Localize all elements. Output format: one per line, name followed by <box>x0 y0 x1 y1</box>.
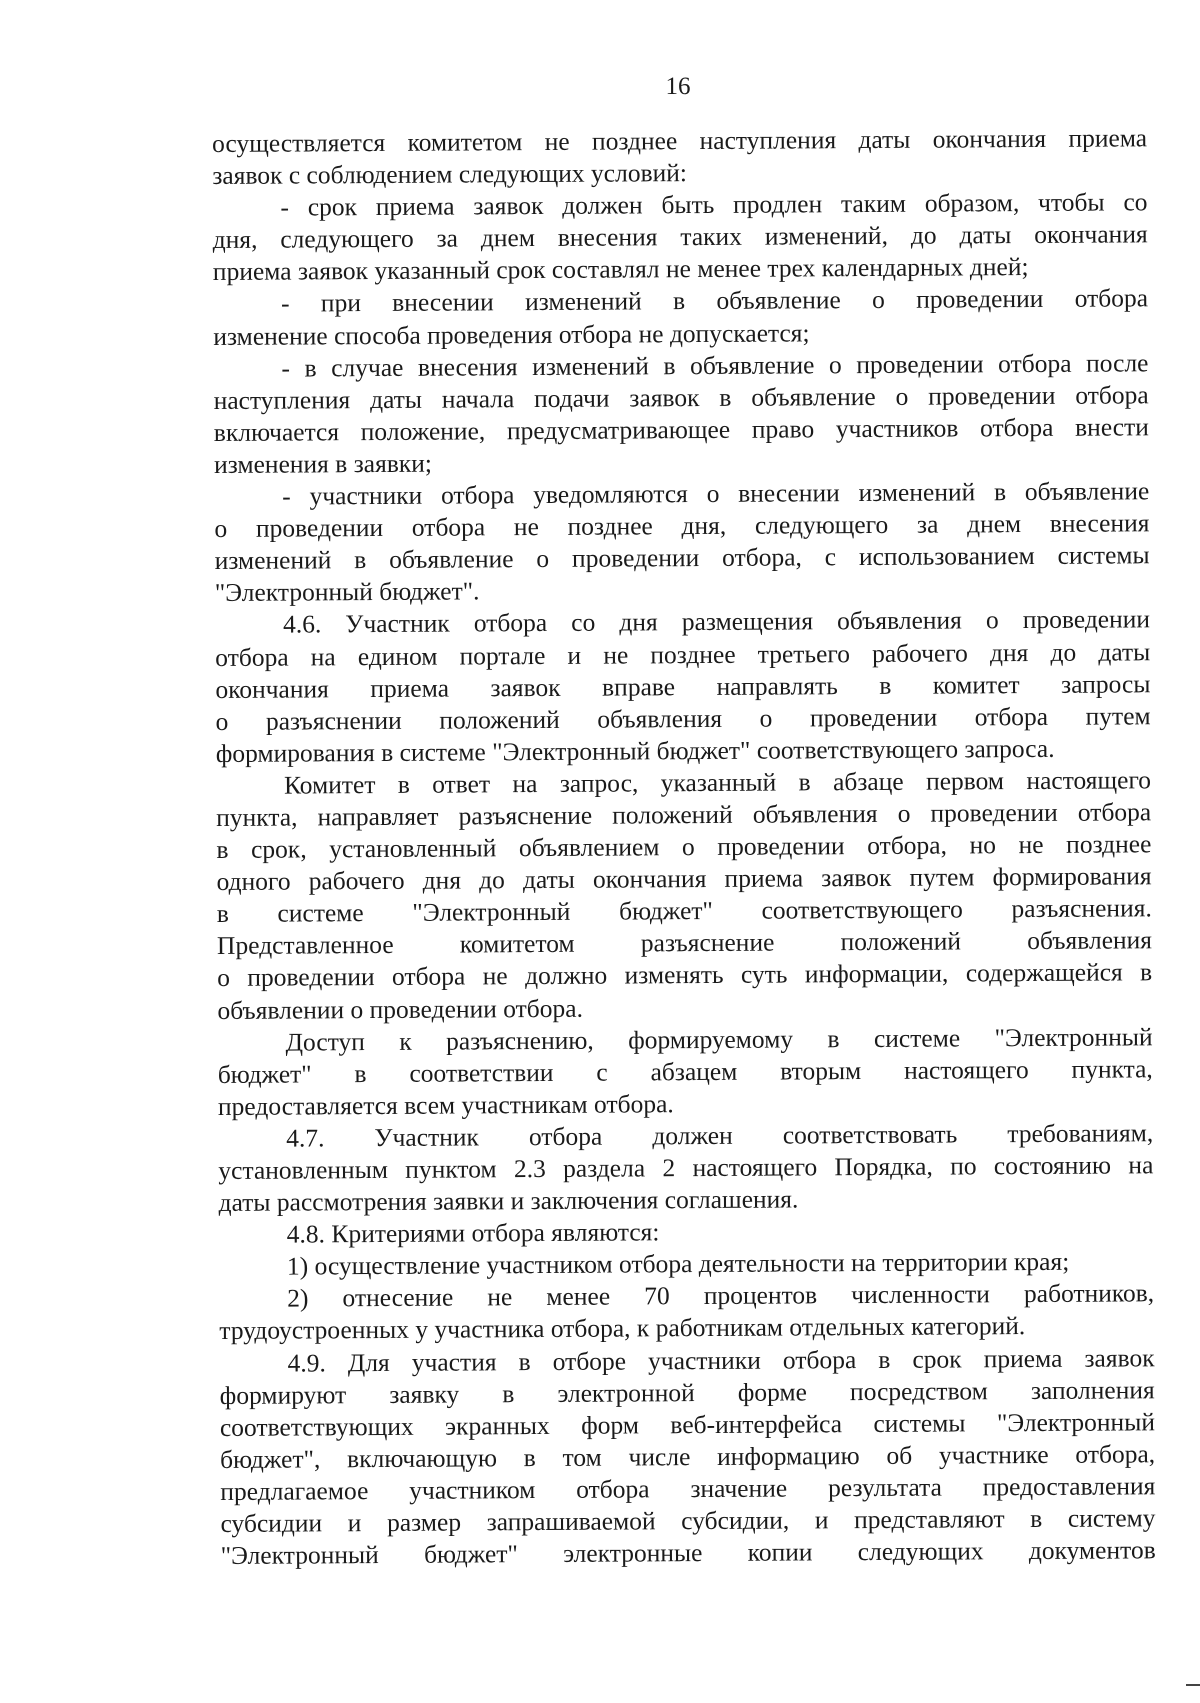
text-line: даты рассмотрения заявки и заключения соглашения. <box>218 1184 799 1218</box>
text-line: - срок приема заявок должен быть продлен таким образом, чтобы со <box>280 187 1148 222</box>
text-line: одного рабочего дня до даты окончания приема заявок путем формирования <box>216 861 1152 897</box>
text-line: формируют заявку в электронной форме посредством заполнения <box>219 1374 1155 1410</box>
scan-edge-mark <box>1186 1684 1200 1686</box>
text-line: в системе "Электронный бюджет" соответствующего разъяснения. <box>216 893 1152 929</box>
text-line: "Электронный бюджет". <box>214 576 480 608</box>
text-line: Доступ к разъяснению, формируемому в системе "Электронный <box>285 1021 1153 1057</box>
text-line: 4.8. Критериями отбора являются: <box>286 1217 660 1249</box>
text-line: в срок, установленный объявлением о проведении отбора, но не позднее <box>216 829 1152 865</box>
text-line: бюджет" в соответствии с абзацем вторым настоящего пункта, <box>217 1053 1153 1089</box>
page-number: 16 <box>665 73 691 100</box>
text-line: окончания приема заявок вправе направлять в комитет запросы <box>215 668 1151 704</box>
text-line: о проведении отбора не должно изменять суть информации, содержащейся в <box>217 957 1153 993</box>
text-line: заявок с соблюдением следующих условий: <box>212 158 688 191</box>
text-line: о проведении отбора не позднее дня, следующего за днем внесения <box>214 508 1150 544</box>
text-line: формирования в системе "Электронный бюджет" соответствующего запроса. <box>215 733 1055 768</box>
text-line: - в случае внесения изменений в объявление о проведении отбора после <box>281 347 1149 383</box>
text-line: Комитет в ответ на запрос, указанный в абзаце первом настоящего <box>283 765 1152 800</box>
text-line: дня, следующего за днем внесения таких изменений, до даты окончания <box>212 219 1148 255</box>
text-line: - участники отбора уведомляются о внесении изменений в объявление <box>282 476 1150 511</box>
document-body <box>212 122 1156 1572</box>
text-line: приема заявок указанный срок составлял не менее трех календарных дней; <box>212 252 1029 287</box>
text-line: осуществляется комитетом не позднее наступления даты окончания приема <box>212 123 1148 158</box>
text-line: включается положение, предусматривающее право участников отбора внести <box>213 412 1149 447</box>
text-line: предлагаемое участником отбора значение результата предоставления <box>220 1471 1156 1506</box>
text-line: Представленное комитетом разъяснение положений объявления <box>216 925 1153 961</box>
text-line: отбора на едином портале и не позднее третьего рабочего дня до даты <box>215 636 1151 672</box>
text-line: наступления даты начала подачи заявок в объявление о проведении отбора <box>213 380 1149 415</box>
text-line: - при внесении изменений в объявление о проведении отбора <box>280 283 1149 319</box>
text-line: о разъяснении положений объявления о проведении отбора путем <box>215 700 1151 736</box>
text-line: 2) отнесение не менее 70 процентов численности работников, <box>287 1278 1155 1313</box>
text-line: изменений в объявление о проведении отбора, с использованием системы <box>214 540 1150 576</box>
text-line: пункта, направляет разъяснение положений объявления о проведении отбора <box>216 797 1152 832</box>
text-line: трудоустроенных у участника отбора, к работникам отдельных категорий. <box>219 1311 1026 1346</box>
text-line: изменения в заявки; <box>213 448 433 479</box>
text-line: предоставляется всем участникам отбора. <box>217 1089 674 1121</box>
text-line: изменение способа проведения отбора не допускается; <box>213 317 810 351</box>
text-line: объявлении о проведении отбора. <box>217 993 584 1025</box>
text-line: установленным пунктом 2.3 раздела 2 настоящего Порядка, по состоянию на <box>218 1150 1154 1185</box>
text-line: субсидии и размер запрашиваемой субсидии, и представляют в систему <box>220 1503 1156 1539</box>
text-line: бюджет", включающую в том числе информацию об участнике отбора, <box>220 1439 1156 1474</box>
text-line: 4.6. Участник отбора со дня размещения объявления о проведении <box>282 604 1151 639</box>
text-line: 1) осуществление участником отбора деятельности на территории края; <box>286 1247 1070 1281</box>
text-line: "Электронный бюджет" электронные копии следующих документов <box>220 1535 1156 1571</box>
text-line: 4.7. Участник отбора должен соответствовать требованиям, <box>286 1118 1154 1153</box>
text-line: 4.9. Для участия в отборе участники отбора в срок приема заявок <box>287 1342 1155 1378</box>
text-line: соответствующих экранных форм веб-интерфейса системы "Электронный <box>219 1407 1156 1442</box>
